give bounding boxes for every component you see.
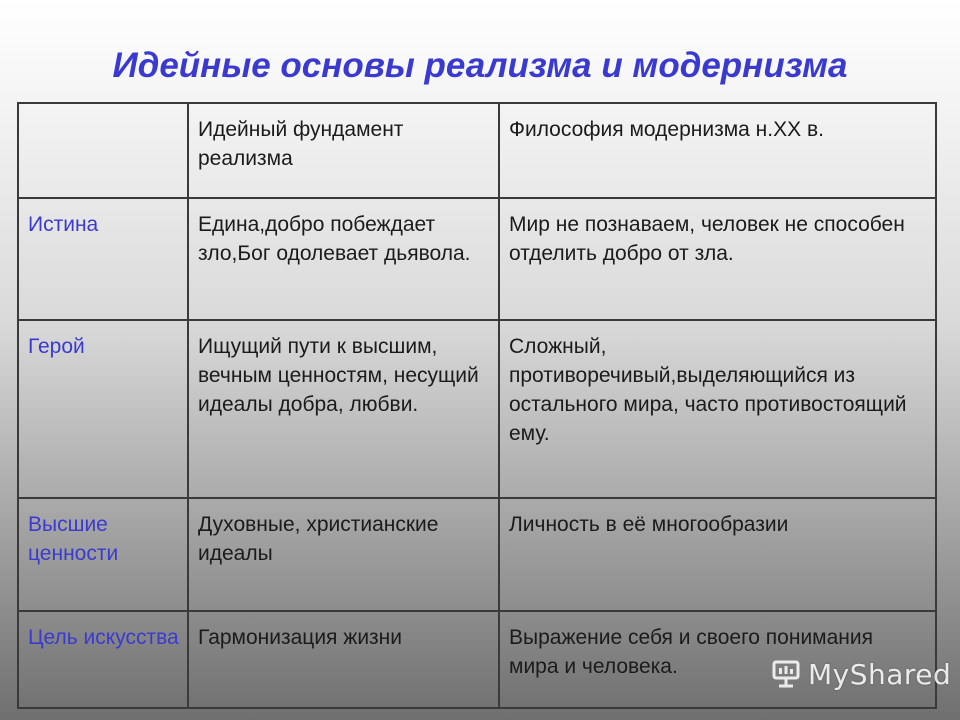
realism-cell: Гармонизация жизни (188, 611, 499, 708)
modernism-cell: Выражение себя и своего понимания мира и человека. (499, 611, 936, 708)
row-label-art-purpose: Цель искусства (18, 611, 188, 708)
header-corner-cell (18, 103, 188, 198)
modernism-cell: Личность в её многообразии (499, 498, 936, 611)
realism-cell: Духовные, христианские идеалы (188, 498, 499, 611)
table-row (18, 498, 936, 611)
table-header-row (18, 103, 936, 198)
modernism-cell: Мир не познаваем, человек не способен отделить добро от зла. (499, 198, 936, 320)
header-realism-cell: Идейный фундамент реализма (188, 103, 499, 198)
realism-cell: Едина,добро побеждает зло,Бог одолевает дьявола. (188, 198, 499, 320)
watermark-logo (770, 654, 951, 694)
comparison-table (17, 102, 937, 709)
realism-cell: Ищущий пути к высшим, вечным ценностям, несущий идеалы добра, любви. (188, 320, 499, 498)
row-label-truth: Истина (18, 198, 188, 320)
row-label-hero: Герой (18, 320, 188, 498)
slide-title: Идейные основы реализма и модернизма (112, 46, 848, 85)
modernism-cell: Сложный, противоречивый,выделяющийся из остального мира, часто противостоящий ему. (499, 320, 936, 498)
row-label-values: Высшие ценности (18, 498, 188, 611)
watermark-text: MyShared (808, 657, 952, 691)
presentation-board-icon (770, 658, 802, 690)
table-row (18, 198, 936, 320)
table-row (18, 320, 936, 498)
header-modernism-cell: Философия модернизма н.XX в. (499, 103, 936, 198)
